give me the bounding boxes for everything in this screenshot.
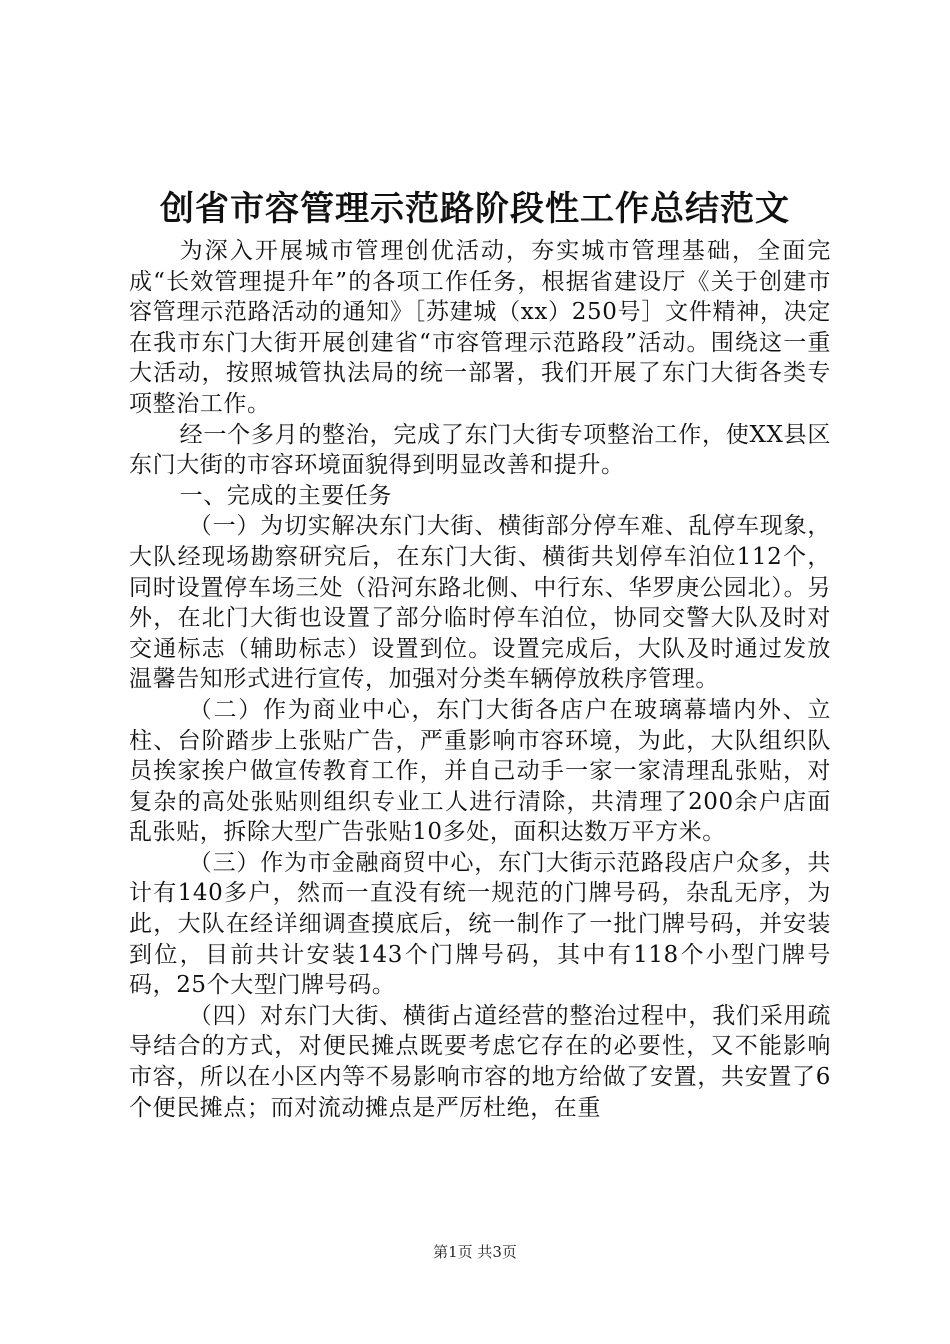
document-title: 创省市容管理示范路阶段性工作总结范文 bbox=[160, 189, 790, 229]
page-number-footer: 第1页 共3页 bbox=[433, 1243, 517, 1261]
paragraph-intro: 为深入开展城市管理创优活动，夯实城市管理基础，全面完成“长效管理提升年”的各项工作任务，根据省建设厅《关于创建市容管理示范路活动的通知》［苏建城（xx）250号］文件精神，决定在我市东门大街开展创建省“市容管理示范路段”活动。围绕这一重大活动，按照城管执法局的统一部署，我们开展了东门大街各类专项整治工作。 bbox=[129, 238, 831, 417]
paragraph-item-3: （三）作为市金融商贸中心，东门大街示范路段店户众多，共计有140多户，然而一直没有统一规范的门牌号码，杂乱无序，为此，大队在经详细调查摸底后，统一制作了一批门牌号码，并安装到位，目前共计安装143个门牌号码，其中有118个小型门牌号码，25个大型门牌号码。 bbox=[129, 849, 831, 999]
paragraph-item-2: （二）作为商业中心，东门大街各店户在玻璃幕墙内外、立柱、台阶踏步上张贴广告，严重影响市容环境，为此，大队组织队员挨家挨户做宣传教育工作，并自己动手一家一家清理乱张贴，对复杂的高处张贴则组织专业工人进行清除，共清理了200余户店面乱张贴，拆除大型广告张贴10多处，面积达数万平方米。 bbox=[129, 696, 831, 846]
document-body bbox=[129, 236, 831, 1123]
paragraph-item-4: （四）对东门大街、横街占道经营的整治过程中，我们采用疏导结合的方式，对便民摊点既要考虑它存在的必要性，又不能影响市容，所以在小区内等不易影响市容的地方给做了安置，共安置了6个便民摊点；而对流动摊点是严厉杜绝，在重 bbox=[129, 1002, 831, 1121]
section-heading: 一、完成的主要任务 bbox=[179, 482, 392, 509]
paragraph-item-1: （一）为切实解决东门大街、横街部分停车难、乱停车现象，大队经现场勘察研究后，在东门大街、横街共划停车泊位112个，同时设置停车场三处（沿河东路北侧、中行东、华罗庚公园北）。另外，在北门大街也设置了部分临时停车泊位，协同交警大队及时对交通标志（辅助标志）设置到位。设置完成后，大队及时通过发放温馨告知形式进行宣传，加强对分类车辆停放秩序管理。 bbox=[129, 513, 831, 693]
paragraph-result: 经一个多月的整治，完成了东门大街专项整治工作，使XX县区东门大街的市容环境面貌得到明显改善和提升。 bbox=[129, 421, 831, 479]
